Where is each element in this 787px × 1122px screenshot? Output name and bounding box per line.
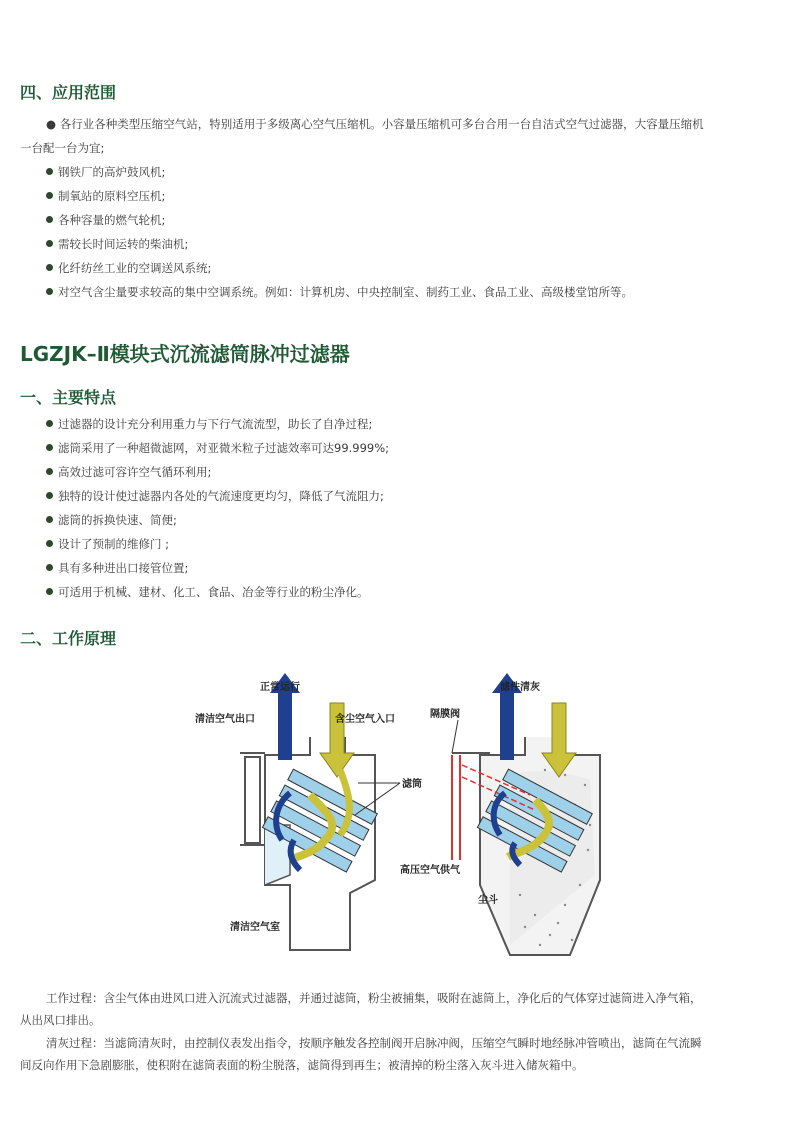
label-filter-cleaning: 滤件清灰: [500, 682, 540, 693]
bullet-icon: [46, 588, 53, 595]
bullet-icon: [46, 420, 53, 427]
work-process-line2: 从出风口排出。: [20, 1013, 101, 1027]
list-item: 钢铁厂的高炉鼓风机;: [46, 160, 633, 184]
label-clean-air-outlet: 清洁空气出口: [195, 714, 255, 725]
bullet-icon: [46, 192, 53, 199]
work-process-line1: 工作过程：含尘气体由进风口进入沉流式过滤器，并通过滤筒，粉尘被捕集，吸附在滤筒上，净化后的气体穿过滤筒进入净气箱，: [46, 991, 702, 1005]
bullet-icon: [46, 540, 53, 547]
list-item: 滤筒采用了一种超微滤网，对亚微米粒子过滤效率可达99.999%;: [46, 436, 389, 460]
label-dusty-air-inlet: 含尘空气入口: [335, 714, 395, 725]
section-heading-application: 四、应用范围: [20, 83, 117, 102]
application-intro-line1: ● 各行业各种类型压缩空气站，特别适用于多级离心空气压缩机。小容量压缩机可多台合用一台自洁式空气过滤器，大容量压缩机: [46, 117, 704, 131]
list-item: 高效过滤可容许空气循环利用;: [46, 460, 389, 484]
list-item: 化纤纺丝工业的空调送风系统;: [46, 256, 633, 280]
list-item: 各种容量的燃气轮机;: [46, 208, 633, 232]
label-clean-air-chamber: 清洁空气室: [230, 922, 280, 933]
list-item: 可适用于机械、建材、化工、食品、冶金等行业的粉尘净化。: [46, 580, 389, 604]
list-item: 设计了预制的维修门 ;: [46, 532, 389, 556]
list-item: 对空气含尘量要求较高的集中空调系统。例如：计算机房、中央控制室、制药工业、食品工业、高级楼堂馆所等。: [46, 280, 633, 304]
product-title: LGZJK–Ⅱ模块式沉流滤筒脉冲过滤器: [20, 342, 350, 366]
bullet-icon: [46, 288, 53, 295]
application-intro-line2: 一台配一台为宜;: [20, 141, 105, 155]
label-dust-hopper: 尘斗: [478, 895, 498, 906]
list-item: 滤筒的拆换快速、简便;: [46, 508, 389, 532]
bullet-icon: [46, 264, 53, 271]
list-item: 过滤器的设计充分利用重力与下行气流流型，助长了自净过程;: [46, 412, 389, 436]
section-heading-principle: 二、工作原理: [20, 629, 117, 648]
bullet-icon: [46, 168, 53, 175]
normal-operation-unit: [195, 673, 422, 950]
cleaning-process-line2: 间反向作用下急剧膨胀，使积附在滤筒表面的粉尘脱落，滤筒得到再生；被清掉的粉尘落入灰斗进入储灰箱中。: [20, 1058, 584, 1072]
bullet-icon: [46, 516, 53, 523]
label-diaphragm-valve: 隔膜阀: [430, 709, 460, 720]
bullet-icon: [46, 444, 53, 451]
label-filter-cartridge: 滤筒: [402, 779, 422, 790]
bullet-icon: [46, 240, 53, 247]
list-item: 需较长时间运转的柴油机;: [46, 232, 633, 256]
bullet-icon: [46, 492, 53, 499]
cleaning-process-line1: 清灰过程：当滤筒清灰时，由控制仪表发出指令，按顺序触发各控制阀开启脉冲阀，压缩空气瞬时地经脉冲管喷出，滤筒在气流瞬: [46, 1036, 702, 1050]
features-list: [46, 412, 389, 604]
label-high-pressure-air: 高压空气供气: [400, 865, 460, 876]
bullet-icon: [46, 216, 53, 223]
bullet-icon: [46, 564, 53, 571]
label-normal-operation: 正常运行: [260, 682, 300, 693]
list-item: 制氧站的原料空压机;: [46, 184, 633, 208]
section-heading-features: 一、主要特点: [20, 388, 117, 407]
bullet-icon: [46, 468, 53, 475]
list-item: 具有多种进出口接管位置;: [46, 556, 389, 580]
working-principle-diagram: [190, 665, 630, 965]
list-item: 独特的设计使过滤器内各处的气流速度更均匀，降低了气流阻力;: [46, 484, 389, 508]
application-list: [46, 160, 633, 304]
filter-cleaning-unit: [400, 673, 600, 955]
